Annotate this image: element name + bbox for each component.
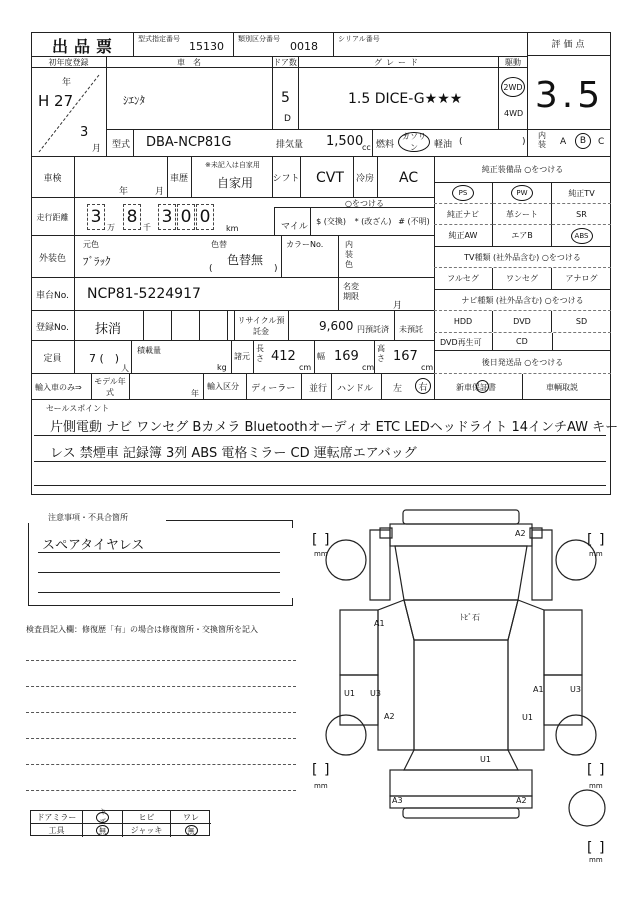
- tv_items-item: アナログ: [565, 274, 598, 283]
- roof-shape: [414, 640, 508, 750]
- model-code-label: 型式: [112, 140, 131, 150]
- mirror-table-cell: [31, 824, 83, 837]
- rule: [191, 157, 192, 198]
- mark-a2-front: A2: [515, 529, 526, 538]
- interior-b-circled: B: [575, 133, 591, 149]
- rule: [106, 129, 528, 130]
- registration-label: 登録No.: [31, 311, 75, 341]
- row-chassis: [31, 278, 434, 311]
- rule: [129, 374, 130, 399]
- bracket-rl-open: [: [312, 762, 318, 778]
- displacement-value: 1,500: [326, 134, 364, 149]
- import-type-label: 輸入区分: [207, 382, 239, 391]
- equipment-item-label: PS: [452, 185, 474, 201]
- mark-u1-rear: U1: [480, 755, 491, 764]
- rule: [301, 374, 302, 399]
- month-value: 3: [80, 125, 89, 140]
- mark-u3-left: U3: [370, 689, 381, 698]
- equipment-item-label: 純正TV: [568, 188, 595, 198]
- rule: [552, 333, 553, 351]
- bracket-fr-open: [: [587, 532, 593, 548]
- handle-left: 左: [393, 384, 403, 394]
- rule: [274, 207, 275, 236]
- equipment-item: [493, 183, 552, 204]
- post-warranty: 新車保証書: [456, 383, 496, 392]
- orig-color-value: ﾌﾞﾗｯｸ: [83, 255, 111, 268]
- repaint-value: 色替無: [227, 253, 264, 267]
- equipment-item-label: 革シート: [506, 209, 538, 219]
- rule: [281, 236, 282, 278]
- sales-points-line-1: 片側電動 ナビ ワンセグ Bカメラ Bluetoothオーディオ ETC LEDヘッドライト 14インチAW キー: [50, 420, 619, 435]
- mm-fr: mm: [589, 550, 603, 558]
- odo-attach-label: ○をつける: [345, 199, 384, 208]
- dvd-row: [434, 332, 611, 350]
- post-title: 後日発送品 ○をつける: [434, 350, 611, 374]
- rule: [203, 374, 204, 399]
- rule: [26, 712, 296, 713]
- inspector-label: 検査員記入欄：修復歴「有」の場合は修復箇所・交換箇所を記入: [26, 625, 258, 634]
- odo-unknown: # (不明): [398, 216, 430, 226]
- mirror-table-text: 無: [96, 825, 109, 836]
- history-value: 自家用: [217, 176, 254, 190]
- mileage-digit-5: 0: [196, 204, 214, 230]
- mileage-digit-1: 3: [87, 204, 105, 230]
- type-no-value: 15130: [189, 40, 224, 53]
- right-rear-door: [544, 675, 582, 725]
- name-change-label: 名変期限: [343, 282, 359, 301]
- equipment-item: [434, 204, 493, 225]
- bracket-fl-close: ]: [324, 532, 330, 548]
- front-left-wheel: [326, 540, 366, 580]
- mm-spare: mm: [589, 856, 603, 864]
- bracket-spare-open: [: [587, 840, 593, 856]
- notes-label: 注意事項・不具合箇所: [26, 512, 166, 523]
- mileage-digit-4: 0: [177, 204, 195, 230]
- mark-a3-rear: A3: [392, 796, 403, 805]
- odo-exchange: $ (交換): [316, 216, 346, 226]
- rule: [234, 311, 235, 341]
- navi_items-item: SD: [575, 317, 588, 326]
- equipment-grid: [434, 183, 611, 246]
- rule: [314, 341, 315, 374]
- bracket-rr-open: [: [587, 762, 593, 778]
- mileage-unit-km: km: [226, 224, 239, 233]
- mileage-unit-1k: 千: [143, 223, 151, 232]
- tv-grid: [434, 268, 611, 289]
- odo-modified: * (改ざん): [354, 216, 392, 226]
- repaint-paren-close: ): [274, 264, 278, 274]
- equipment-item: [493, 225, 552, 246]
- equipment-item-label: 純正AW: [448, 231, 478, 240]
- fuel-paren-open: (: [459, 137, 463, 147]
- rule: [522, 374, 523, 399]
- equipment-item-label: SR: [576, 209, 587, 219]
- doors-label: ドア数: [273, 57, 297, 67]
- rule: [338, 278, 339, 311]
- car-damage-diagram: [300, 500, 640, 900]
- load-unit: kg: [217, 363, 227, 372]
- ac-value: AC: [399, 170, 419, 186]
- height-label: 高さ: [377, 344, 385, 363]
- bracket-rl-close: ]: [324, 762, 330, 778]
- class-no-cell: [233, 32, 333, 56]
- navi_items-item: HDD: [434, 311, 493, 332]
- rule: [34, 461, 606, 462]
- notes-line-1: スペアタイヤレス: [42, 538, 145, 553]
- height-unit: cm: [421, 363, 434, 372]
- rule: [298, 57, 299, 129]
- rule: [34, 485, 606, 486]
- rule: [372, 129, 373, 157]
- mirror-table-cell: [83, 824, 123, 837]
- rule: [272, 57, 273, 129]
- rule: [381, 374, 382, 399]
- mark-a2-left: A2: [384, 712, 395, 721]
- drive-4wd: 4WD: [504, 109, 524, 118]
- row-shaken: [31, 157, 434, 198]
- height-value: 167: [393, 349, 418, 364]
- spare-tire-circle: [569, 790, 605, 826]
- mileage-unit-10k: 万: [107, 223, 115, 232]
- front-bumper-shape: [403, 510, 519, 524]
- mark-a1-right: A1: [533, 685, 544, 694]
- mirror-tools-table: [30, 810, 210, 836]
- orig-color-label: 元色: [83, 240, 99, 249]
- mirror-table-text: キズ: [96, 812, 109, 823]
- class-no-value: 0018: [290, 40, 318, 53]
- interior-grade-label: 内装: [538, 131, 546, 149]
- mirror-table-text: ヒビ: [138, 812, 155, 822]
- navi-grid: [434, 311, 611, 332]
- fuel-paren-close: ): [522, 137, 526, 147]
- shaken-label: 車検: [31, 157, 75, 198]
- equipment-item: [434, 225, 493, 246]
- serial-label: シリアル番号: [338, 35, 380, 43]
- model-code-value: DBA-NCP81G: [146, 135, 232, 150]
- rule: [26, 686, 296, 687]
- rule: [38, 552, 280, 553]
- width-unit: cm: [362, 363, 375, 372]
- row-registration: [31, 311, 434, 341]
- first-reg-label: 初年度登録: [48, 57, 89, 67]
- navi_items-item: DVD: [493, 311, 552, 332]
- recycle-unpaid: 未預託: [399, 325, 423, 334]
- equipment-item: [552, 183, 611, 204]
- mirror-table-cell: [31, 811, 83, 824]
- length-label: 長さ: [256, 344, 264, 363]
- shaken-month-unit: 月: [155, 187, 165, 197]
- rule: [528, 129, 611, 130]
- post-manual: 車輌取説: [546, 383, 578, 392]
- interior-a: A: [560, 137, 567, 147]
- equipment-item: [493, 204, 552, 225]
- right-body-side: [508, 600, 544, 750]
- bracket-spare-close: ]: [599, 840, 605, 856]
- rear-window-shape: [404, 750, 518, 770]
- history-label: 車歴: [169, 174, 188, 184]
- shift-label: シフト: [272, 174, 300, 184]
- mirror-table-text: ワレ: [183, 812, 199, 822]
- rule: [374, 341, 375, 374]
- equipment-panel: [434, 157, 611, 399]
- model-year-unit: 年: [191, 389, 199, 398]
- rule: [338, 236, 339, 278]
- post-warranty-circle: [476, 380, 489, 393]
- row-color: [31, 236, 434, 278]
- mileage-label: 走行距離: [31, 198, 75, 236]
- serial-cell: [333, 32, 528, 56]
- fuel-label: 燃料: [376, 140, 395, 150]
- rule: [106, 57, 107, 157]
- mark-a2-rear: A2: [516, 796, 527, 805]
- equipment-item: [552, 225, 611, 246]
- rule: [171, 311, 172, 341]
- mileage-digit-3: 3: [158, 204, 176, 230]
- rear-left-wheel: [326, 715, 366, 755]
- equipment-title: 純正装備品 ○をつける: [434, 157, 611, 183]
- rule: [292, 520, 293, 528]
- shaken-year-unit: 年: [119, 187, 129, 197]
- fuel-gasoline-circled: ガソリン: [398, 132, 430, 152]
- mark-a1-left: A1: [374, 619, 385, 628]
- capacity-label: 定員: [31, 341, 75, 374]
- bracket-fl-open: [: [312, 532, 318, 548]
- width-value: 169: [334, 349, 359, 364]
- repaint-label: 色替: [211, 240, 227, 249]
- equipment-item: [552, 204, 611, 225]
- mm-rr: mm: [589, 782, 603, 790]
- dvd-label: DVD再生可: [440, 338, 482, 347]
- rule: [253, 341, 254, 374]
- recycle-value: 9,600: [319, 319, 354, 333]
- equipment-item-label: PW: [511, 185, 533, 201]
- drive-2wd-circled: 2WD: [501, 77, 525, 97]
- rule: [377, 157, 378, 198]
- bracket-fr-close: ]: [599, 532, 605, 548]
- equipment-item-label: エアB: [511, 231, 533, 240]
- grade-value: 1.5 DICE-G★★★: [348, 91, 463, 107]
- interior-color-label: 内装色: [345, 240, 353, 269]
- left-front-door: [340, 610, 378, 675]
- sales-points-label: セールスポイント: [46, 404, 110, 413]
- color-no-label: カラーNo.: [286, 240, 324, 249]
- mirror-table-text: ジャッキ: [130, 826, 163, 835]
- equipment-item: [434, 183, 493, 204]
- rule: [300, 157, 301, 198]
- displacement-label: 排気量: [276, 140, 304, 150]
- width-label: 幅: [317, 352, 325, 361]
- handle-right-circled: 右: [415, 378, 431, 394]
- color-label: 外装色: [31, 236, 75, 278]
- tv_items-item: フルセグ: [434, 268, 493, 289]
- rule: [38, 572, 280, 573]
- mark-u3-right: U3: [570, 685, 581, 694]
- mirror-table-cell: [83, 808, 123, 826]
- era-value: H 27: [38, 92, 74, 110]
- row-import: [31, 374, 434, 399]
- right-front-door: [544, 610, 582, 675]
- displacement-unit: cc: [362, 143, 371, 152]
- door-type-value: D: [284, 114, 291, 124]
- capacity-unit: 人: [121, 364, 129, 373]
- tv-title: TV種類 (社外品含む) ○をつける: [434, 246, 611, 268]
- mileage-digit-2: 8: [123, 204, 141, 230]
- score-label: 評価点: [528, 32, 611, 56]
- rule: [133, 129, 134, 157]
- import-label: 輸入車のみ⇒: [35, 383, 82, 392]
- navi-title: ナビ種類 (社外品含む) ○をつける: [434, 289, 611, 311]
- type-no-label: 型式指定番号: [138, 35, 180, 43]
- rule: [34, 435, 606, 436]
- rule: [143, 311, 144, 341]
- tv_items-item: ワンセグ: [493, 268, 552, 289]
- mark-u1-left: U1: [344, 689, 355, 698]
- rule: [26, 738, 296, 739]
- recycle-unit: 円預託済: [357, 325, 389, 334]
- mark-tobiishi: ﾄﾋﾞ石: [460, 613, 480, 622]
- chassis-label: 車台No.: [31, 278, 75, 311]
- drive-label: 駆動: [505, 57, 521, 67]
- length-value: 412: [271, 349, 296, 364]
- mirror-table-text: 無: [185, 825, 198, 836]
- left-rear-door: [340, 675, 378, 725]
- rule: [288, 311, 289, 341]
- mark-u1-right: U1: [522, 713, 533, 722]
- rear-right-wheel: [556, 715, 596, 755]
- rule: [231, 341, 232, 374]
- score-value: 3.5: [534, 74, 605, 116]
- rule: [292, 598, 293, 606]
- load-label: 積載量: [137, 346, 161, 355]
- rule: [26, 790, 296, 791]
- name-change-month: 月: [393, 301, 403, 311]
- model-year-label: モデル年式: [94, 376, 126, 397]
- month-suffix: 月: [92, 144, 102, 154]
- rule: [26, 764, 296, 765]
- doors-value: 5: [281, 90, 290, 106]
- ac-label: 冷房: [355, 174, 374, 184]
- rule: [131, 341, 132, 374]
- equipment-item-label: ABS: [571, 228, 593, 244]
- import-parallel: 並行: [309, 384, 328, 394]
- mm-rl: mm: [314, 782, 328, 790]
- rear-bumper-shape: [403, 808, 519, 818]
- mile-label: マイル: [281, 222, 308, 232]
- notes-bracket: [28, 520, 292, 606]
- row-capacity: [31, 341, 434, 374]
- cd-label: CD: [516, 337, 528, 346]
- rule: [246, 374, 247, 399]
- dims-label: 諸元: [234, 352, 250, 361]
- equipment-item-label: 純正ナビ: [447, 209, 479, 219]
- grade-label: グレード: [374, 57, 422, 67]
- year-suffix: 年: [62, 78, 72, 88]
- rule: [331, 374, 332, 399]
- rule: [31, 399, 611, 400]
- chassis-value: NCP81-5224917: [87, 286, 201, 302]
- mirror-table-text: 工具: [48, 826, 65, 835]
- row-mileage: [31, 198, 434, 236]
- fuel-diesel: 軽油: [434, 140, 453, 150]
- mirror-table-cell: [171, 811, 211, 824]
- type-no-cell: [133, 32, 233, 56]
- sheet-title: 出品票: [51, 36, 118, 56]
- hood-front-shape: [390, 524, 532, 546]
- bracket-rr-close: ]: [599, 762, 605, 778]
- rule: [38, 592, 280, 593]
- sales-points-line-2: レス 禁煙車 記録簿 3列 ABS 電格ミラー CD 運転席エアバッグ: [50, 446, 417, 461]
- recycle-label: リサイクル預託金: [237, 316, 285, 336]
- rule: [199, 311, 200, 341]
- capacity-value: 7 ( ): [89, 352, 120, 365]
- repaint-paren-open: (: [209, 264, 213, 274]
- drive-cell: [498, 67, 528, 129]
- rule: [394, 311, 395, 341]
- interior-c: C: [598, 137, 605, 147]
- mm-fl: mm: [314, 550, 328, 558]
- handle-label: ハンドル: [337, 384, 374, 394]
- car-name-value: ｼｴﾝﾀ: [123, 94, 145, 107]
- rule: [91, 374, 92, 399]
- mirror-table-text: ドアミラー: [36, 812, 77, 822]
- rule: [492, 333, 493, 351]
- rear-panel-shape: [390, 770, 532, 796]
- registration-value: 抹消: [95, 322, 122, 337]
- rear-bumper-top: [390, 796, 532, 808]
- mirror-table-cell: [123, 824, 171, 837]
- rule: [227, 311, 228, 341]
- mirror-table-cell: [123, 811, 171, 824]
- hood-shape: [395, 546, 527, 600]
- import-dealer: ディーラー: [251, 384, 296, 394]
- rule: [26, 660, 296, 661]
- front-right-fender: [532, 530, 552, 600]
- post-row: [434, 374, 611, 399]
- front-left-fender: [370, 530, 390, 600]
- history-note: ※未記入は自家用: [205, 161, 260, 169]
- class-no-label: 類別区分番号: [238, 35, 280, 43]
- shift-value: CVT: [316, 170, 344, 186]
- car-name-label: 車 名: [177, 57, 201, 67]
- mirror-table-cell: [171, 824, 211, 837]
- length-unit: cm: [299, 363, 312, 372]
